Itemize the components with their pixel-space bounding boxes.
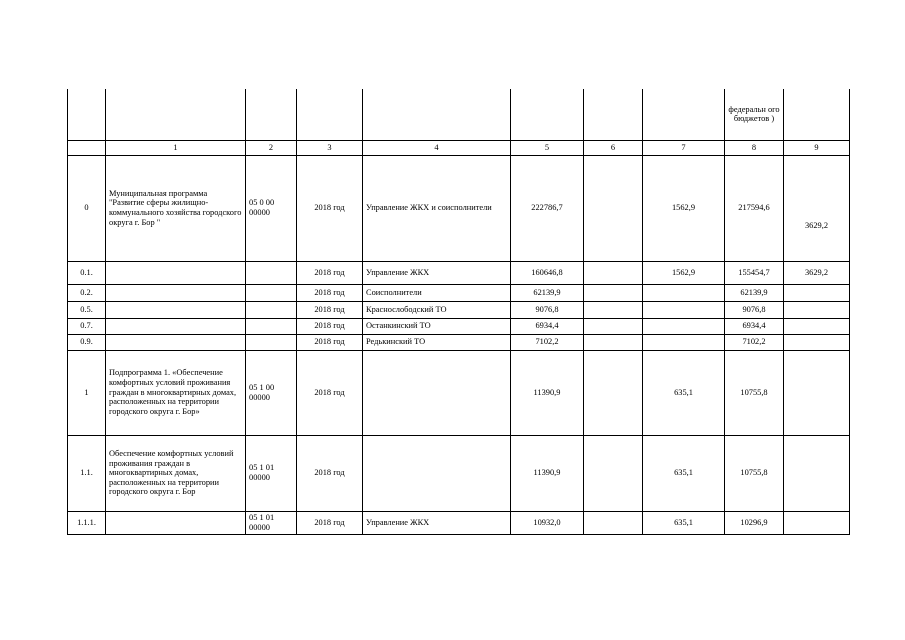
column-number: 8 — [725, 140, 784, 155]
row-col9 — [784, 435, 850, 511]
row-year: 2018 год — [297, 301, 363, 318]
column-number: 4 — [363, 140, 511, 155]
table-row — [68, 511, 850, 534]
row-year: 2018 год — [297, 261, 363, 284]
table-row — [68, 318, 850, 334]
row-executor — [363, 350, 511, 435]
row-year: 2018 год — [297, 511, 363, 534]
column-number: 5 — [511, 140, 584, 155]
row-col8: 9076,8 — [725, 301, 784, 318]
header-cell — [511, 89, 584, 140]
row-col9: 3629,2 — [784, 155, 850, 261]
row-code — [246, 261, 297, 284]
row-col7 — [643, 301, 725, 318]
column-numbers-row — [68, 140, 850, 155]
header-cell — [784, 89, 850, 140]
row-col8: 6934,4 — [725, 318, 784, 334]
table-row — [68, 261, 850, 284]
header-cell — [363, 89, 511, 140]
row-code — [246, 318, 297, 334]
column-number: 1 — [106, 140, 246, 155]
row-year: 2018 год — [297, 155, 363, 261]
table-row — [68, 435, 850, 511]
row-executor: Управление ЖКХ и соисполнители — [363, 155, 511, 261]
row-number: 0.1. — [68, 261, 106, 284]
row-code — [246, 301, 297, 318]
row-year: 2018 год — [297, 318, 363, 334]
column-number-blank — [68, 140, 106, 155]
row-col6 — [584, 435, 643, 511]
row-total: 6934,4 — [511, 318, 584, 334]
row-col8: 7102,2 — [725, 334, 784, 350]
header-cell — [68, 89, 106, 140]
row-name — [106, 511, 246, 534]
table-row — [68, 301, 850, 318]
column-number: 7 — [643, 140, 725, 155]
row-name: Обеспечение комфортных условий проживания граждан в многоквартирных домах, расположенных на территории городского округа г. Бор — [106, 435, 246, 511]
row-col7: 635,1 — [643, 435, 725, 511]
row-number: 0.9. — [68, 334, 106, 350]
row-total: 222786,7 — [511, 155, 584, 261]
row-col8: 155454,7 — [725, 261, 784, 284]
row-col8: 10296,9 — [725, 511, 784, 534]
column-number: 9 — [784, 140, 850, 155]
row-col9 — [784, 284, 850, 301]
row-number: 0 — [68, 155, 106, 261]
row-col7 — [643, 318, 725, 334]
row-total: 7102,2 — [511, 334, 584, 350]
row-name — [106, 284, 246, 301]
row-executor: Редькинский ТО — [363, 334, 511, 350]
row-year: 2018 год — [297, 435, 363, 511]
table-row — [68, 155, 850, 261]
row-total: 9076,8 — [511, 301, 584, 318]
table-row — [68, 334, 850, 350]
row-code — [246, 334, 297, 350]
row-col9 — [784, 334, 850, 350]
row-executor: Управление ЖКХ — [363, 261, 511, 284]
header-federal-budget: федеральн ого бюджетов ) — [725, 89, 784, 140]
row-col8: 217594,6 — [725, 155, 784, 261]
row-year: 2018 год — [297, 284, 363, 301]
row-executor: Останкинский ТО — [363, 318, 511, 334]
header-cell — [297, 89, 363, 140]
row-code: 05 1 00 00000 — [246, 350, 297, 435]
row-col6 — [584, 350, 643, 435]
row-total: 11390,9 — [511, 350, 584, 435]
row-col9 — [784, 350, 850, 435]
table-row — [68, 284, 850, 301]
row-name — [106, 334, 246, 350]
row-col7: 635,1 — [643, 350, 725, 435]
row-executor: Управление ЖКХ — [363, 511, 511, 534]
table-header-row — [68, 89, 850, 140]
column-number: 2 — [246, 140, 297, 155]
row-col9 — [784, 318, 850, 334]
row-col9 — [784, 301, 850, 318]
row-code: 05 0 00 00000 — [246, 155, 297, 261]
row-col6 — [584, 511, 643, 534]
row-name — [106, 318, 246, 334]
row-number: 1.1. — [68, 435, 106, 511]
budget-table — [67, 89, 850, 535]
row-col6 — [584, 261, 643, 284]
row-name: Муниципальная программа "Развитие сферы жилищно-коммунального хозяйства городского округа г. Бор " — [106, 155, 246, 261]
row-name — [106, 261, 246, 284]
row-col8: 10755,8 — [725, 435, 784, 511]
header-cell — [106, 89, 246, 140]
row-number: 0.5. — [68, 301, 106, 318]
column-number: 6 — [584, 140, 643, 155]
row-year: 2018 год — [297, 334, 363, 350]
row-total: 62139,9 — [511, 284, 584, 301]
column-number: 3 — [297, 140, 363, 155]
row-code: 05 1 01 00000 — [246, 511, 297, 534]
row-name — [106, 301, 246, 318]
row-total: 10932,0 — [511, 511, 584, 534]
row-number: 0.7. — [68, 318, 106, 334]
row-col9: 3629,2 — [784, 261, 850, 284]
row-col7: 635,1 — [643, 511, 725, 534]
row-col7 — [643, 334, 725, 350]
row-total: 11390,9 — [511, 435, 584, 511]
row-col7 — [643, 284, 725, 301]
header-cell — [643, 89, 725, 140]
row-number: 1.1.1. — [68, 511, 106, 534]
row-number: 0.2. — [68, 284, 106, 301]
row-year: 2018 год — [297, 350, 363, 435]
row-name: Подпрограмма 1. «Обеспечение комфортных условий проживания граждан в многоквартирных домах, расположенных на территории городского округа г. Бор» — [106, 350, 246, 435]
header-cell — [246, 89, 297, 140]
row-col7: 1562,9 — [643, 155, 725, 261]
row-executor: Соисполнители — [363, 284, 511, 301]
row-executor — [363, 435, 511, 511]
row-col8: 62139,9 — [725, 284, 784, 301]
row-col6 — [584, 318, 643, 334]
table-row — [68, 350, 850, 435]
row-code — [246, 284, 297, 301]
row-col6 — [584, 334, 643, 350]
header-cell — [584, 89, 643, 140]
row-col8: 10755,8 — [725, 350, 784, 435]
row-total: 160646,8 — [511, 261, 584, 284]
row-col6 — [584, 155, 643, 261]
row-col6 — [584, 301, 643, 318]
row-executor: Краснослободский ТО — [363, 301, 511, 318]
row-code: 05 1 01 00000 — [246, 435, 297, 511]
row-col7: 1562,9 — [643, 261, 725, 284]
row-col6 — [584, 284, 643, 301]
row-col9 — [784, 511, 850, 534]
row-number: 1 — [68, 350, 106, 435]
